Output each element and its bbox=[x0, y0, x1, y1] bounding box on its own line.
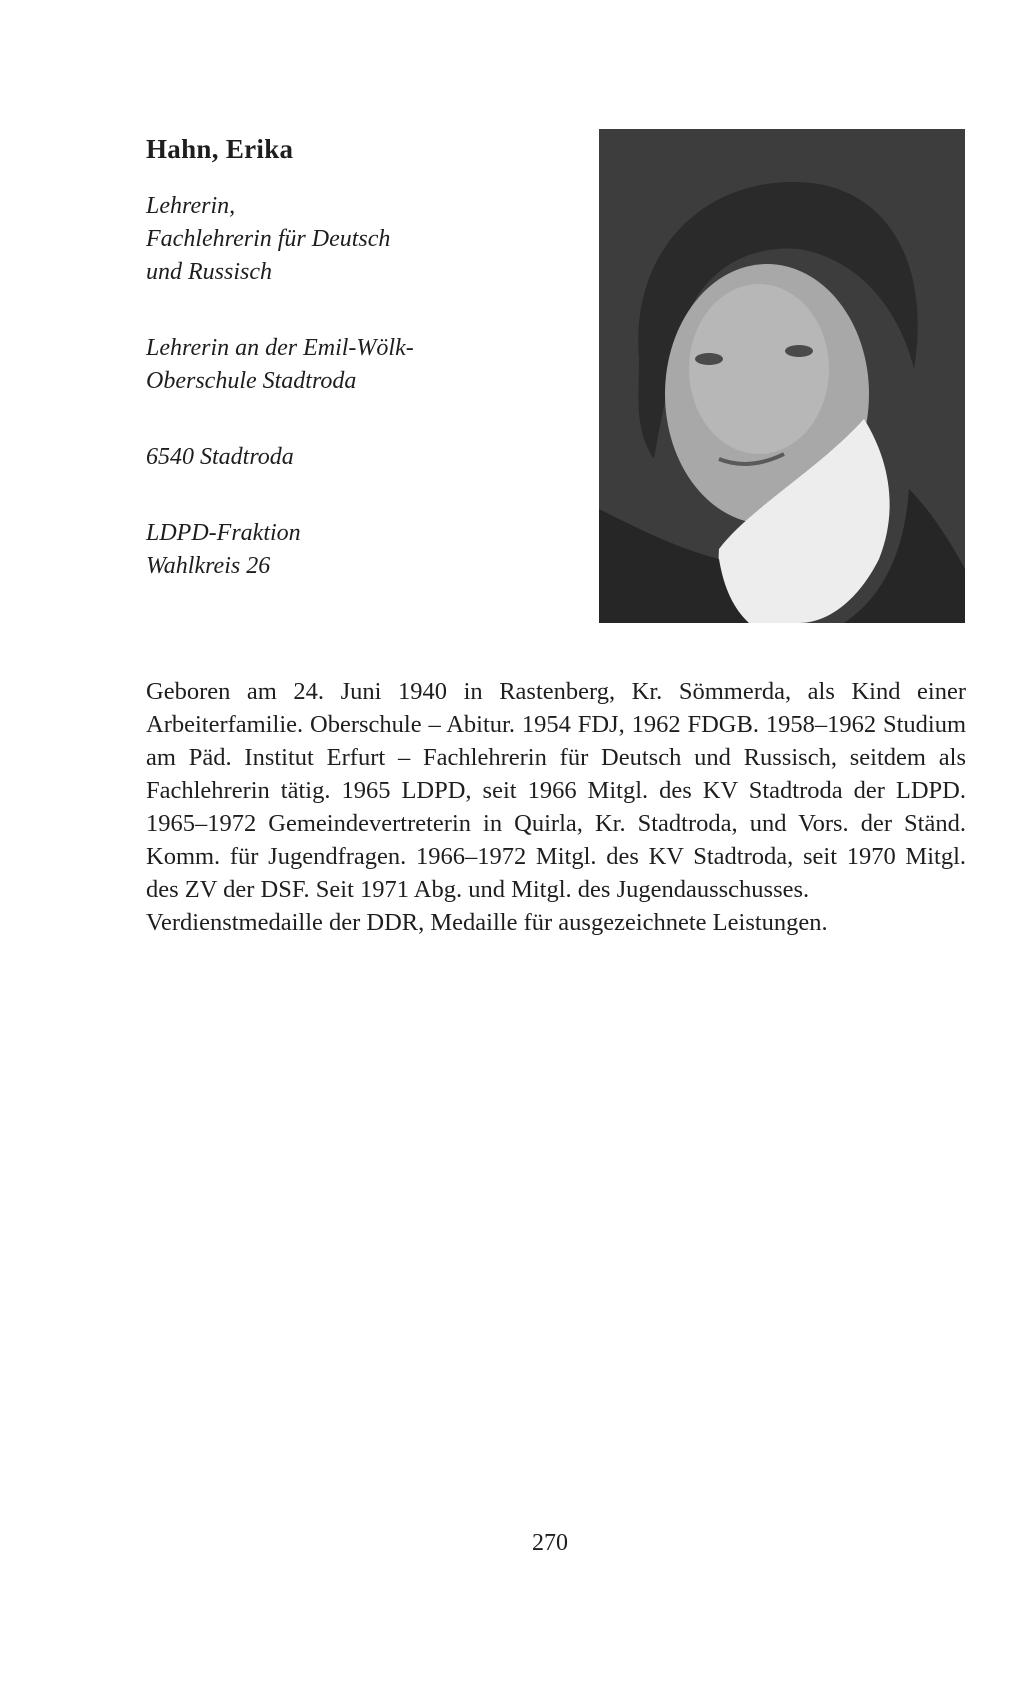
constituency-line: Wahlkreis 26 bbox=[146, 553, 271, 579]
workplace bbox=[146, 332, 566, 398]
faction-line: LDPD-Fraktion bbox=[146, 520, 301, 546]
left-eye bbox=[695, 353, 723, 365]
profession bbox=[146, 190, 566, 289]
faction bbox=[146, 517, 566, 583]
right-eye bbox=[785, 345, 813, 357]
entry-details bbox=[146, 190, 566, 626]
portrait-illustration bbox=[599, 129, 965, 623]
profession-line: Lehrerin, bbox=[146, 193, 236, 219]
workplace-line: Lehrerin an der Emil-Wölk- bbox=[146, 335, 414, 361]
page-number: 270 bbox=[532, 1530, 568, 1556]
entry-name: Hahn, Erika bbox=[146, 134, 294, 164]
address bbox=[146, 441, 566, 474]
awards-text: Verdienstmedaille der DDR, Medaille für ausgezeichnete Leistungen. bbox=[146, 909, 828, 936]
face-highlight bbox=[689, 284, 829, 454]
portrait-photo bbox=[599, 129, 965, 623]
profession-line: Fachlehrerin für Deutsch bbox=[146, 226, 391, 252]
biography-text: Geboren am 24. Juni 1940 in Rastenberg, Kr. Sömmerda, als Kind einer Arbeiterfamilie. Oberschule – Abitur. 1954 FDJ, 1962 FDGB. 1958–1962 Studium am Päd. Institut Erfurt – Fachlehrerin für Deutsch und Russisch, seitdem als Fachlehrerin tätig. 1965 LDPD, seit 1966 Mitgl. des KV Stadtroda der LDPD. 1965–1972 Gemeindevertreterin in Quirla, Kr. Stadtroda, und Vors. der Ständ. Komm. für Jugendfragen. 1966–1972 Mitgl. des KV Stadtroda, seit 1970 Mitgl. des ZV der DSF. Seit 1971 Abg. und Mitgl. des Jugendausschusses. bbox=[146, 678, 966, 903]
workplace-line: Oberschule Stadtroda bbox=[146, 368, 357, 394]
profession-line: und Russisch bbox=[146, 259, 272, 285]
address-line: 6540 Stadtroda bbox=[146, 444, 294, 470]
biography bbox=[146, 675, 966, 939]
